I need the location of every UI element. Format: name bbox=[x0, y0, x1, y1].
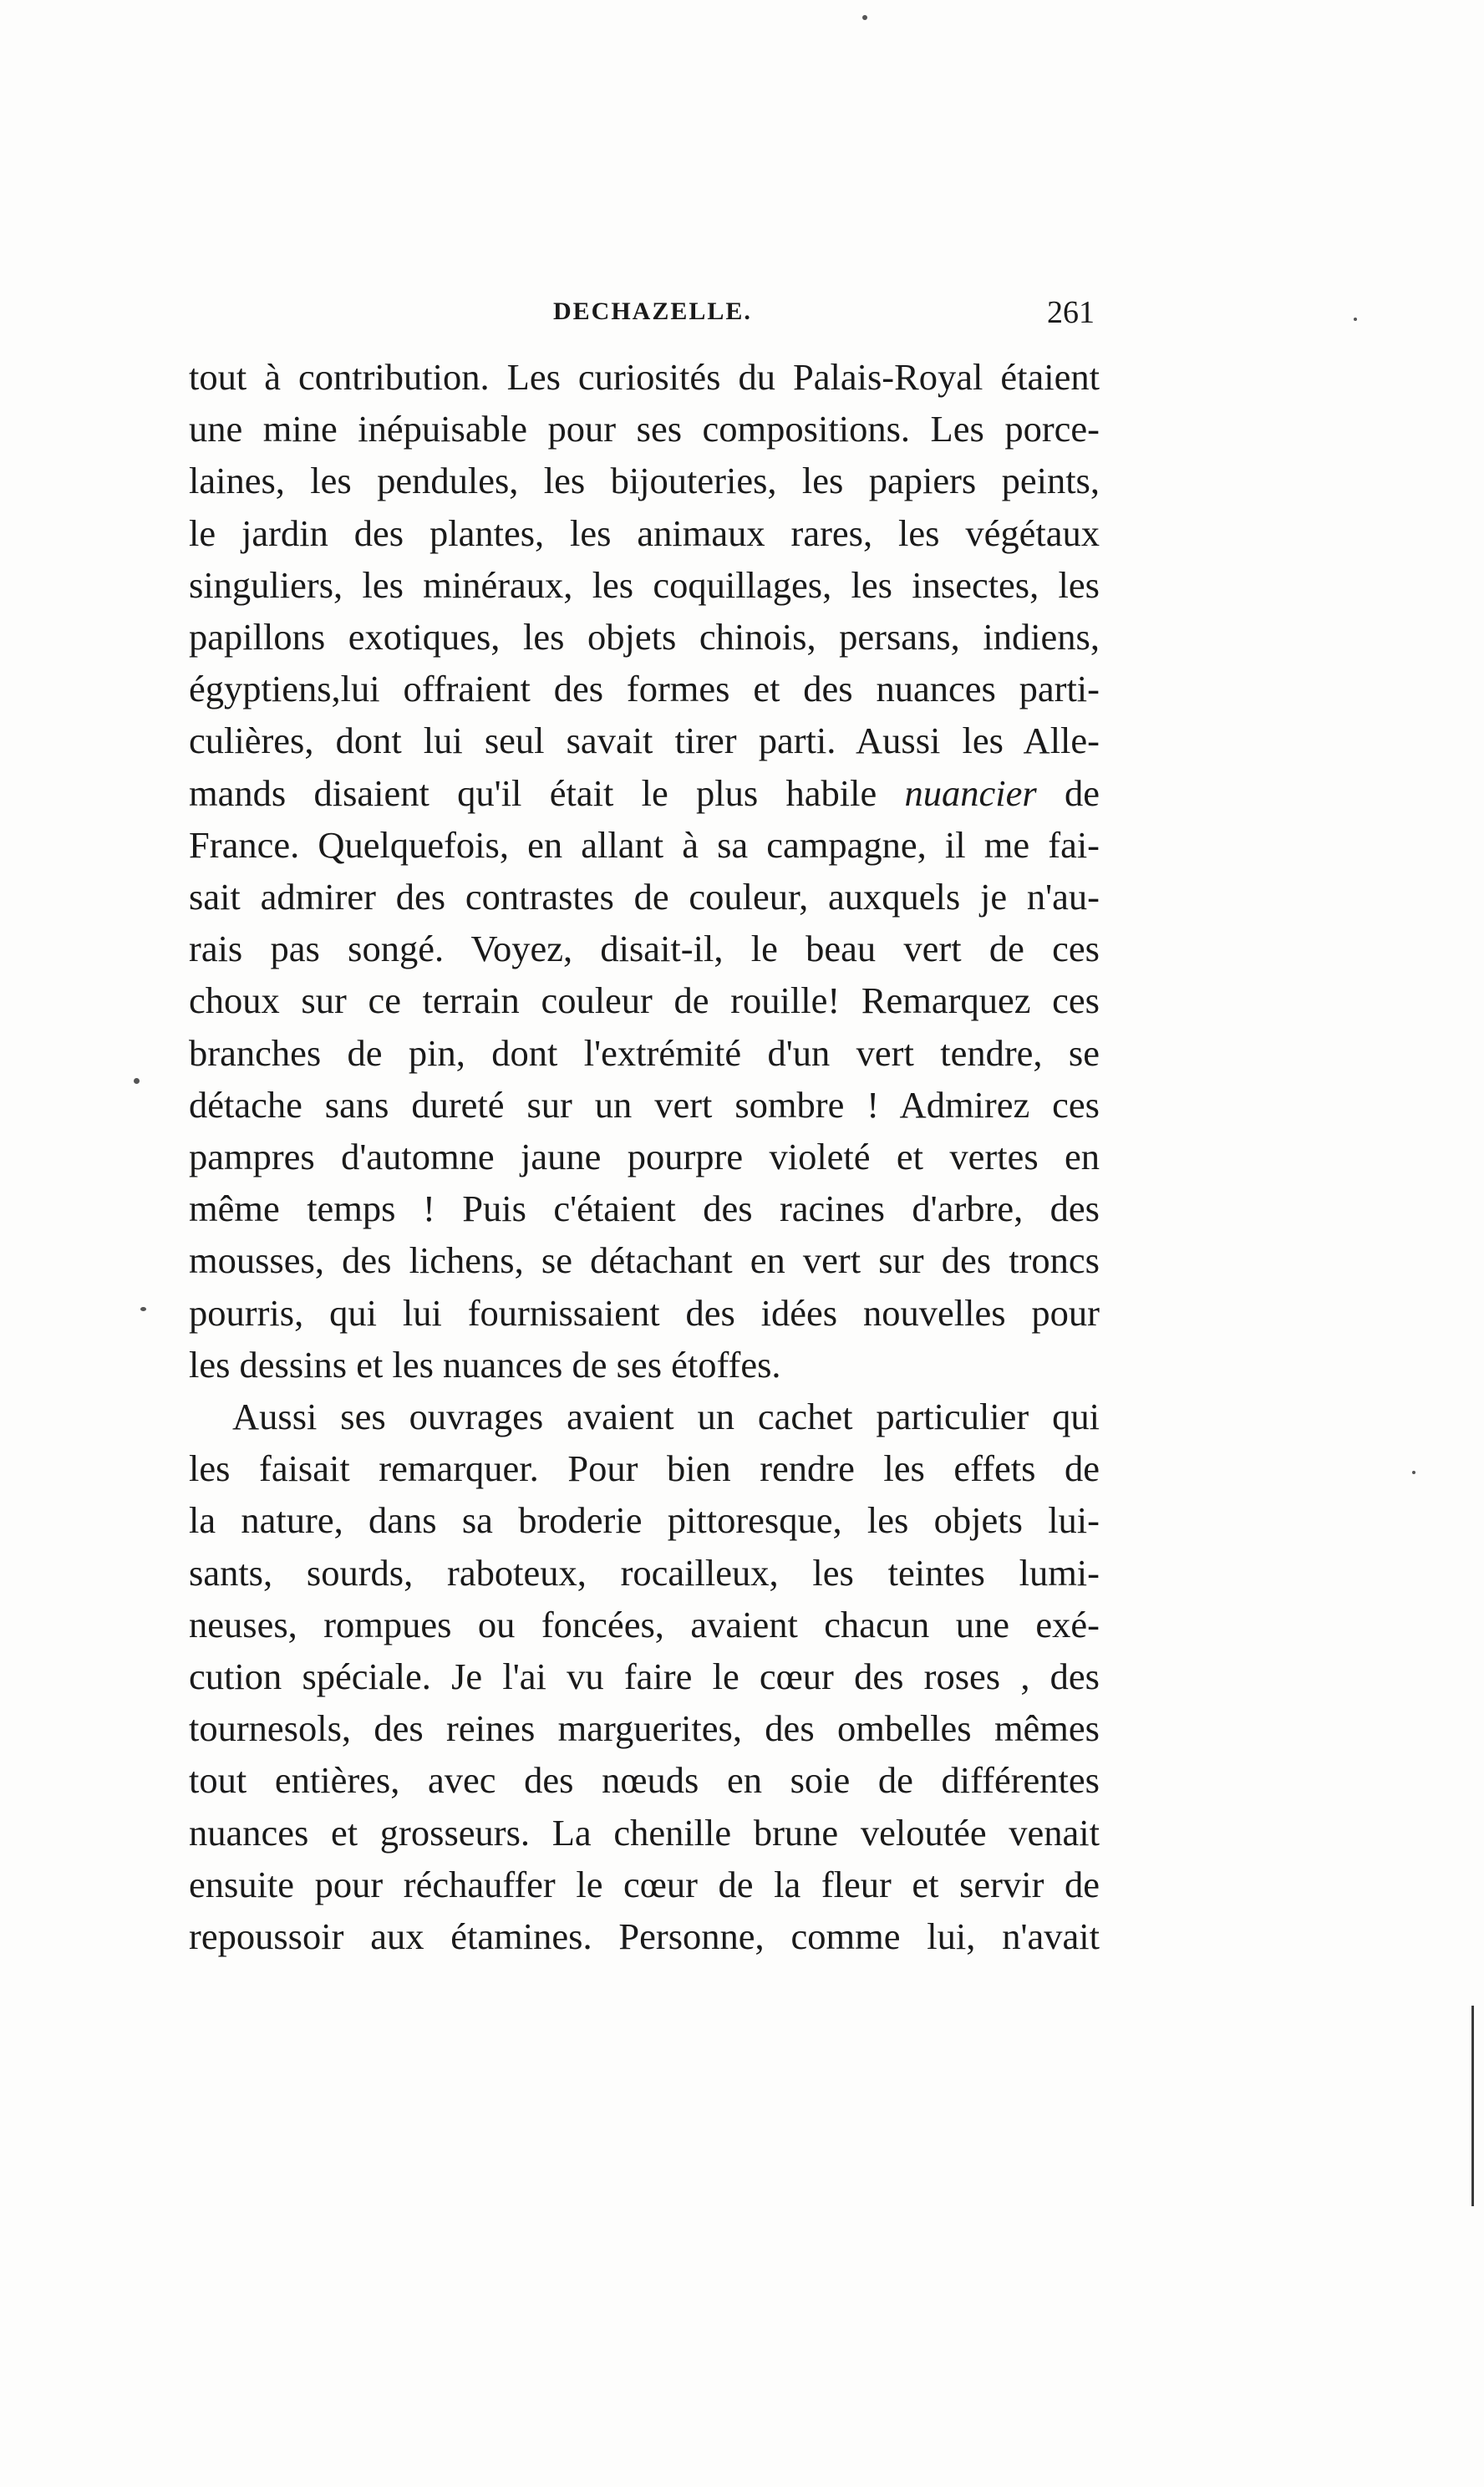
paragraph-2 bbox=[189, 1391, 1100, 1962]
scan-speck bbox=[862, 15, 867, 20]
text-line: sait admirer des contrastes de couleur, auxquels je n'au- bbox=[189, 876, 1100, 918]
page-header bbox=[194, 294, 1103, 344]
text-line: pourris, qui lui fournissaient des idées nouvelles pour bbox=[189, 1291, 1100, 1334]
text-line: sants, sourds, raboteux, rocailleux, les teintes lumi- bbox=[189, 1551, 1100, 1594]
text-line: la nature, dans sa broderie pittoresque, les objets lui- bbox=[189, 1499, 1100, 1542]
text-line: détache sans dureté sur un vert sombre ! Admirez ces bbox=[189, 1083, 1100, 1126]
scan-speck bbox=[1412, 1471, 1415, 1474]
text-line: les faisait remarquer. Pour bien rendre les effets de bbox=[189, 1447, 1100, 1490]
paragraph-1 bbox=[189, 351, 1100, 1391]
text-line: culières, dont lui seul savait tirer parti. Aussi les Alle- bbox=[189, 720, 1100, 762]
text-line: tournesols, des reines marguerites, des ombelles mêmes bbox=[189, 1707, 1100, 1750]
text-line: neuses, rompues ou foncées, avaient chacun une exé- bbox=[189, 1603, 1100, 1645]
text-segment: de bbox=[1036, 771, 1100, 814]
text-line: France. Quelquefois, en allant à sa campagne, il me fai- bbox=[189, 823, 1100, 866]
text-line: rais pas songé. Voyez, disait-il, le beau vert de ces bbox=[189, 928, 1100, 970]
running-head: DECHAZELLE. bbox=[553, 298, 752, 325]
text-line: nuances et grosseurs. La chenille brune veloutée venait bbox=[189, 1811, 1100, 1854]
text-segment: mands disaient qu'il était le plus habile bbox=[189, 771, 905, 814]
scan-speck bbox=[140, 1307, 146, 1311]
text-line: pampres d'automne jaune pourpre violeté et vertes en bbox=[189, 1136, 1100, 1178]
text-line: laines, les pendules, les bijouteries, les papiers peints, bbox=[189, 460, 1100, 502]
text-line: les dessins et les nuances de ses étoffes. bbox=[189, 1343, 781, 1386]
body-text bbox=[189, 351, 1100, 1962]
text-line: branches de pin, dont l'extrémité d'un vert tendre, se bbox=[189, 1031, 1100, 1074]
page-number: 261 bbox=[1047, 295, 1095, 330]
text-line: tout entières, avec des nœuds en soie de différentes bbox=[189, 1759, 1100, 1802]
text-line: même temps ! Puis c'étaient des racines d'arbre, des bbox=[189, 1188, 1100, 1230]
text-line: papillons exotiques, les objets chinois, persans, indiens, bbox=[189, 616, 1100, 659]
text-line: singuliers, les minéraux, les coquillages, les insectes, les bbox=[189, 563, 1100, 606]
text-line: ensuite pour réchauffer le cœur de la fleur et servir de bbox=[189, 1863, 1100, 1905]
text-line: une mine inépuisable pour ses compositions. Les porce- bbox=[189, 408, 1100, 450]
text-line: choux sur ce terrain couleur de rouille! Remarquez ces bbox=[189, 979, 1100, 1022]
italic-word: nuancier bbox=[904, 771, 1037, 814]
scan-speck bbox=[1354, 318, 1357, 321]
scan-speck bbox=[134, 1078, 140, 1084]
scan-edge-line bbox=[1471, 2006, 1474, 2206]
text-line: cution spéciale. Je l'ai vu faire le cœur des roses , des bbox=[189, 1655, 1100, 1698]
text-line: égyptiens,lui offraient des formes et des nuances parti- bbox=[189, 668, 1100, 710]
text-line: mousses, des lichens, se détachant en vert sur des troncs bbox=[189, 1239, 1100, 1282]
text-line: le jardin des plantes, les animaux rares, les végétaux bbox=[189, 511, 1100, 554]
text-line-with-italic bbox=[189, 767, 1100, 819]
text-line: repoussoir aux étamines. Personne, comme lui, n'avait bbox=[189, 1915, 1100, 1958]
text-line: Aussi ses ouvrages avaient un cachet particulier qui bbox=[232, 1396, 1100, 1438]
text-line: tout à contribution. Les curiosités du Palais-Royal étaient bbox=[189, 356, 1100, 398]
